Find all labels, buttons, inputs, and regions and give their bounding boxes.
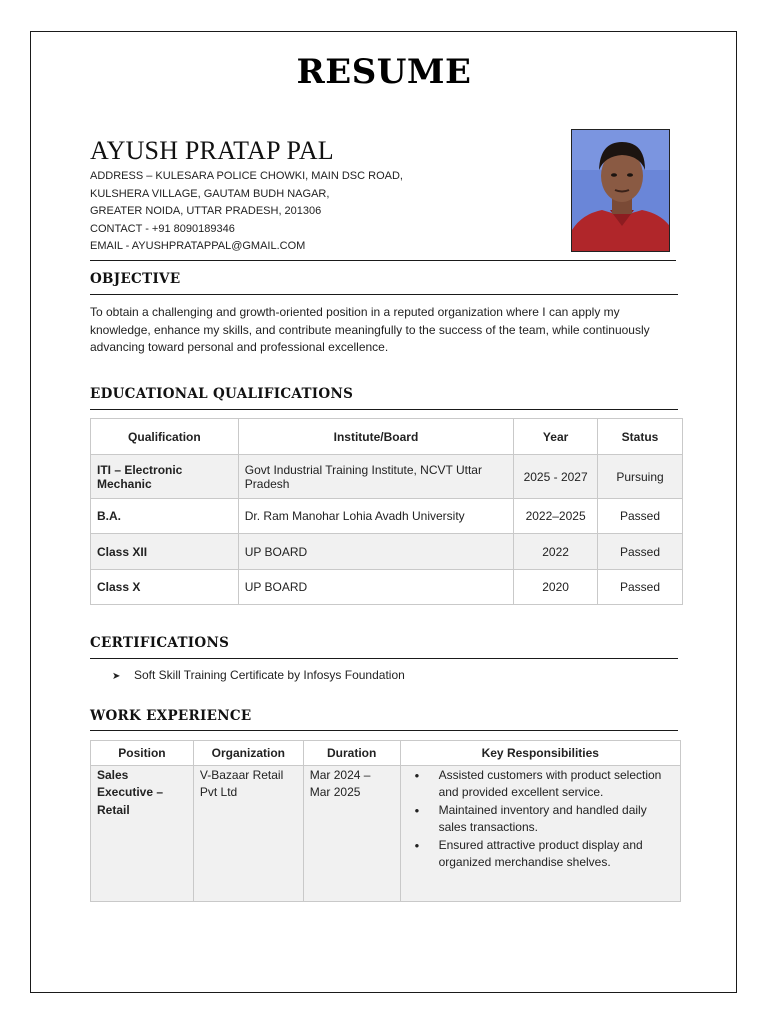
institute-cell: Govt Industrial Training Institute, NCVT Uttar Pradesh (238, 455, 513, 499)
responsibilities-list (407, 767, 674, 871)
work-header-row (91, 741, 681, 766)
objective-text: To obtain a challenging and growth-oriented position in a reputed organization where I can apply my knowledge, enhance my skills, and contribute meaningfully to the success of the team, while continuously advancing toward personal and professional excellence. (90, 305, 650, 354)
list-item (112, 668, 405, 682)
education-table (90, 418, 683, 605)
col-header-status: Status (598, 419, 683, 455)
education-divider (90, 409, 678, 410)
table-row (91, 766, 681, 902)
col-header-duration: Duration (303, 741, 400, 766)
position-cell: Sales Executive – Retail (91, 766, 194, 902)
table-row (91, 534, 683, 570)
education-header-row (91, 419, 683, 455)
list-item: • Ensured attractive product display and organized merchandise shelves. (439, 837, 674, 872)
address-line-3: GREATER NOIDA, UTTAR PRADESH, 201306 (90, 205, 322, 218)
address-line-1: ADDRESS – KULESARA POLICE CHOWKI, MAIN DSC ROAD, (90, 170, 403, 182)
header-divider (90, 260, 676, 261)
responsibilities-cell (400, 766, 680, 902)
institute-cell: Dr. Ram Manohar Lohia Avadh University (238, 499, 513, 534)
work-table (90, 740, 681, 902)
list-item: • Maintained inventory and handled daily sales transactions. (439, 802, 674, 837)
objective-heading: OBJECTIVE (90, 271, 181, 287)
year-cell: 2025 - 2027 (514, 455, 598, 499)
list-item: • Assisted customers with product selection and provided excellent service. (439, 767, 674, 802)
table-row (91, 570, 683, 605)
certifications-heading: CERTIFICATIONS (90, 635, 230, 651)
qualification-cell: B.A. (91, 499, 239, 534)
table-row (91, 455, 683, 499)
qualification-cell: ITI – Electronic Mechanic (91, 455, 239, 499)
candidate-name: AYUSH PRATAP PAL (90, 136, 334, 165)
col-header-institute: Institute/Board (238, 419, 513, 455)
arrow-bullet-icon: ➤ (112, 671, 121, 682)
qualification-cell: Class X (91, 570, 239, 605)
col-header-organization: Organization (193, 741, 303, 766)
qualification-cell: Class XII (91, 534, 239, 570)
col-header-qualification: Qualification (91, 419, 239, 455)
table-row (91, 499, 683, 534)
profile-photo (571, 129, 670, 252)
certifications-divider (90, 658, 678, 659)
organization-cell: V-Bazaar Retail Pvt Ltd (193, 766, 303, 902)
certification-text: Soft Skill Training Certificate by Infosys Foundation (134, 668, 405, 682)
status-cell: Passed (598, 499, 683, 534)
work-heading: WORK EXPERIENCE (90, 708, 252, 724)
email-line: EMAIL - AYUSHPRATAPPAL@GMAIL.COM (90, 240, 306, 253)
work-divider (90, 730, 678, 731)
col-header-year: Year (514, 419, 598, 455)
phone-line: CONTACT - +91 8090189346 (90, 222, 235, 235)
address-line-2: KULSHERA VILLAGE, GAUTAM BUDH NAGAR, (90, 187, 330, 200)
status-cell: Passed (598, 570, 683, 605)
institute-cell: UP BOARD (238, 570, 513, 605)
duration-cell: Mar 2024 – Mar 2025 (303, 766, 400, 902)
year-cell: 2022 (514, 534, 598, 570)
document-title: RESUME (296, 52, 472, 92)
status-cell: Passed (598, 534, 683, 570)
year-cell: 2022–2025 (514, 499, 598, 534)
contact-block (90, 168, 403, 256)
institute-cell: UP BOARD (238, 534, 513, 570)
col-header-responsibilities: Key Responsibilities (400, 741, 680, 766)
year-cell: 2020 (514, 570, 598, 605)
education-heading: EDUCATIONAL QUALIFICATIONS (90, 386, 354, 402)
objective-divider (90, 294, 678, 295)
status-cell: Pursuing (598, 455, 683, 499)
person-portrait-icon (572, 130, 670, 252)
col-header-position: Position (91, 741, 194, 766)
